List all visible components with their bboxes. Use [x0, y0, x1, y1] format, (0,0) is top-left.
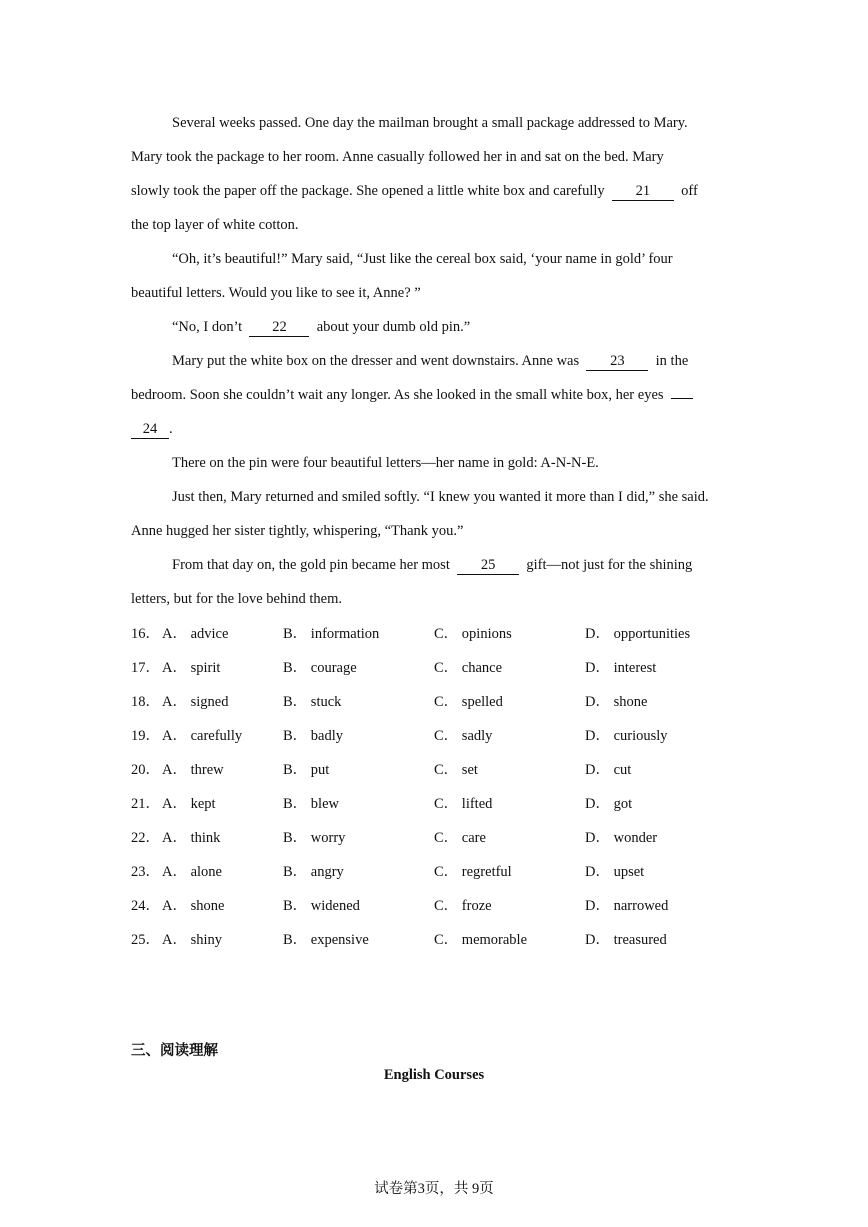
paragraph-line	[131, 174, 751, 208]
option-c: C． set	[434, 762, 478, 778]
question-row-25	[131, 923, 751, 957]
paragraph-line: Just then, Mary returned and smiled softly. “I knew you wanted it more than I did,” she said.	[172, 489, 709, 505]
option-c: C． opinions	[434, 626, 512, 642]
question-row-20	[131, 753, 751, 787]
option-d: D． wonder	[585, 830, 658, 846]
paragraph-line	[131, 310, 751, 344]
question-row-22	[131, 821, 751, 855]
option-d: D． shone	[585, 694, 648, 710]
blank-24-start	[671, 398, 693, 399]
option-a: A． kept	[162, 796, 216, 812]
line-text: .	[169, 421, 173, 437]
paragraph-line	[131, 548, 751, 582]
option-b: B． worry	[283, 830, 346, 846]
paragraph-6	[131, 480, 751, 548]
paragraph-line	[131, 378, 751, 412]
line-text: off	[681, 183, 698, 199]
question-number: 18．	[131, 694, 160, 710]
option-a: A． alone	[162, 864, 222, 880]
question-row-21	[131, 787, 751, 821]
option-d: D． narrowed	[585, 898, 669, 914]
option-a: A． shone	[162, 898, 225, 914]
line-text: about your dumb old pin.”	[316, 319, 471, 335]
option-b: B． angry	[283, 864, 344, 880]
paragraph-line	[131, 344, 751, 378]
paragraph-line: letters, but for the love behind them.	[131, 591, 343, 607]
option-b: B． expensive	[283, 932, 369, 948]
paragraph-4	[131, 344, 751, 446]
question-row-23	[131, 855, 751, 889]
option-d: D． cut	[585, 762, 632, 778]
option-c: C． care	[434, 830, 486, 846]
paragraph-1	[131, 106, 751, 242]
question-number: 17．	[131, 660, 160, 676]
question-number: 24．	[131, 898, 160, 914]
question-number: 16．	[131, 626, 160, 642]
paragraph-7	[131, 548, 751, 616]
option-d: D． treasured	[585, 932, 667, 948]
question-row-18	[131, 685, 751, 719]
option-c: C． sadly	[434, 728, 493, 744]
paragraph-line: beautiful letters. Would you like to see it, Anne? ”	[131, 285, 421, 301]
option-c: C． froze	[434, 898, 492, 914]
question-row-24	[131, 889, 751, 923]
question-number: 22．	[131, 830, 160, 846]
line-text: “No, I don’t	[172, 319, 243, 335]
paragraph-line: the top layer of white cotton.	[131, 217, 299, 233]
option-a: A． shiny	[162, 932, 223, 948]
question-row-19	[131, 719, 751, 753]
line-text: Mary put the white box on the dresser and went downstairs. Anne was	[172, 353, 580, 369]
option-a: A． think	[162, 830, 221, 846]
option-d: D． interest	[585, 660, 657, 676]
option-a: A． threw	[162, 762, 224, 778]
option-b: B． badly	[283, 728, 344, 744]
line-text: slowly took the paper off the package. She opened a little white box and carefully	[131, 183, 605, 199]
line-text: gift—not just for the shining	[526, 557, 693, 573]
question-options	[131, 617, 751, 957]
option-c: C． spelled	[434, 694, 503, 710]
paragraph-5	[131, 446, 751, 480]
blank-22: 22	[249, 318, 309, 337]
paragraph-line	[131, 412, 751, 446]
question-number: 21．	[131, 796, 160, 812]
question-number: 25．	[131, 932, 160, 948]
option-c: C． memorable	[434, 932, 528, 948]
question-number: 19．	[131, 728, 160, 744]
question-number: 23．	[131, 864, 160, 880]
line-text: bedroom. Soon she couldn’t wait any longer. As she looked in the small white box, her eyes	[131, 387, 664, 403]
option-a: A． signed	[162, 694, 229, 710]
line-text: in the	[655, 353, 689, 369]
page-footer: 试卷第3页，共 9页	[374, 1181, 494, 1197]
option-a: A． spirit	[162, 660, 221, 676]
paragraph-line: Several weeks passed. One day the mailman brought a small package addressed to Mary.	[172, 115, 688, 131]
question-row-17	[131, 651, 751, 685]
option-d: D． curiously	[585, 728, 668, 744]
option-c: C． regretful	[434, 864, 512, 880]
line-text: From that day on, the gold pin became her most	[172, 557, 450, 573]
blank-24: 24	[131, 420, 169, 439]
option-d: D． got	[585, 796, 633, 812]
option-d: D． opportunities	[585, 626, 691, 642]
option-d: D． upset	[585, 864, 645, 880]
paragraph-line: “Oh, it’s beautiful!” Mary said, “Just like the cereal box said, ‘your name in gold’ four	[172, 251, 673, 267]
option-b: B． blew	[283, 796, 339, 812]
paragraph-2	[131, 242, 751, 310]
section-heading: 三、阅读理解	[131, 1043, 218, 1059]
blank-25: 25	[457, 556, 519, 575]
paragraph-line: Anne hugged her sister tightly, whispering, “Thank you.”	[131, 523, 464, 539]
blank-23: 23	[586, 352, 648, 371]
question-row-16	[131, 617, 751, 651]
paragraph-line: Mary took the package to her room. Anne casually followed her in and sat on the bed. Mary	[131, 149, 664, 165]
option-a: A． advice	[162, 626, 229, 642]
option-b: B． stuck	[283, 694, 342, 710]
option-b: B． courage	[283, 660, 357, 676]
option-b: B． widened	[283, 898, 360, 914]
option-b: B． put	[283, 762, 330, 778]
paragraph-3	[131, 310, 751, 344]
paragraph-line: There on the pin were four beautiful letters—her name in gold: A-N-N-E.	[172, 455, 599, 471]
reading-title: English Courses	[383, 1067, 485, 1083]
option-c: C． chance	[434, 660, 503, 676]
blank-21: 21	[612, 182, 674, 201]
option-b: B． information	[283, 626, 380, 642]
option-a: A． carefully	[162, 728, 243, 744]
question-number: 20．	[131, 762, 160, 778]
option-c: C． lifted	[434, 796, 493, 812]
